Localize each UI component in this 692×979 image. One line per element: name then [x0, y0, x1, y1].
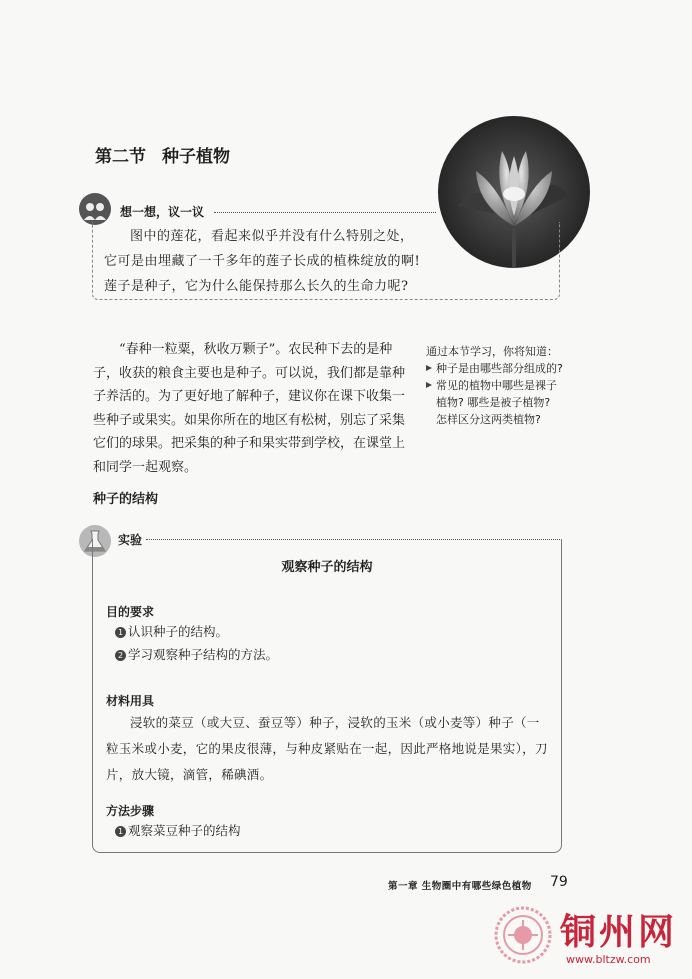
- learning-goals-note: [424, 343, 574, 428]
- goals-heading: 目的要求: [106, 605, 155, 619]
- think-discuss-heading: 想一想，议一议: [120, 205, 205, 219]
- number-2-icon: 2: [115, 650, 126, 661]
- method-heading: 方法步骤: [106, 804, 155, 818]
- section-title: [95, 142, 230, 167]
- think-heading-rule: [214, 212, 436, 213]
- goal-item-1: 1 认识种子的结构。: [115, 622, 228, 642]
- subsection-heading: 种子的结构: [93, 492, 159, 507]
- section-number: 第二节: [95, 147, 146, 167]
- think-discuss-text: [104, 224, 546, 299]
- think-line-1: 图中的莲花，看起来似乎并没有什么特别之处，: [130, 229, 414, 244]
- experiment-heading: 实验: [118, 533, 143, 547]
- number-1-icon: 1: [115, 627, 126, 638]
- watermark-site-name: 铜州网: [560, 911, 678, 953]
- learning-goal-2-cont2: 怎样区分这两类植物?: [436, 413, 541, 426]
- learning-goals-intro: 通过本节学习，你将知道：: [426, 345, 558, 358]
- learning-goal-1: 种子是由哪些部分组成的?: [424, 360, 574, 377]
- learning-goal-2: 常见的植物中哪些是裸子: [424, 377, 574, 394]
- think-discuss-icon: [78, 192, 112, 226]
- method-item-1: 1 观察菜豆种子的结构: [115, 821, 241, 841]
- experiment-box: [92, 539, 562, 853]
- section-name: 种子植物: [162, 147, 230, 167]
- watermark-url: www.bltzw.com: [566, 953, 651, 966]
- page-number: 79: [550, 874, 568, 890]
- bullet-triangle-icon: [426, 365, 432, 371]
- experiment-title: 观察种子的结构: [281, 560, 373, 575]
- bullet-triangle-icon: [426, 382, 432, 388]
- watermark-logo-icon: [494, 906, 552, 964]
- intro-paragraph: “春种一粒粟，秋收万颗子”。农民种下去的是种子，收获的粮食主要也是种子。可以说，我们都是靠种子养活的。为了更好地了解种子，建议你在课下收集一些种子或果实。如果你所在的地区有松树，别忘了采集它们的球果。把采集的种子和果实带到学校，在课堂上和同学一起观察。: [93, 342, 406, 475]
- materials-text: 浸软的菜豆（或大豆、蚕豆等）种子，浸软的玉米（或小麦等）种子（一粒玉米或小麦，它的果皮很薄，与种皮紧贴在一起，因此严格地说是果实），刀片，放大镜，滴管，稀碘酒。: [106, 715, 548, 782]
- number-1-icon: 1: [115, 826, 126, 837]
- materials-heading: 材料用具: [106, 694, 155, 708]
- think-line-2: 它可是由埋藏了一千多年的莲子长成的植株绽放的啊!: [104, 254, 421, 269]
- learning-goal-2-cont: 植物? 哪些是被子植物?: [436, 396, 551, 409]
- goal-item-2: 2 学习观察种子结构的方法。: [115, 645, 278, 665]
- think-line-3: 莲子是种子，它为什么能保持那么长久的生命力呢?: [104, 279, 409, 294]
- footer-chapter: 第一章 生物圈中有哪些绿色植物: [388, 881, 532, 892]
